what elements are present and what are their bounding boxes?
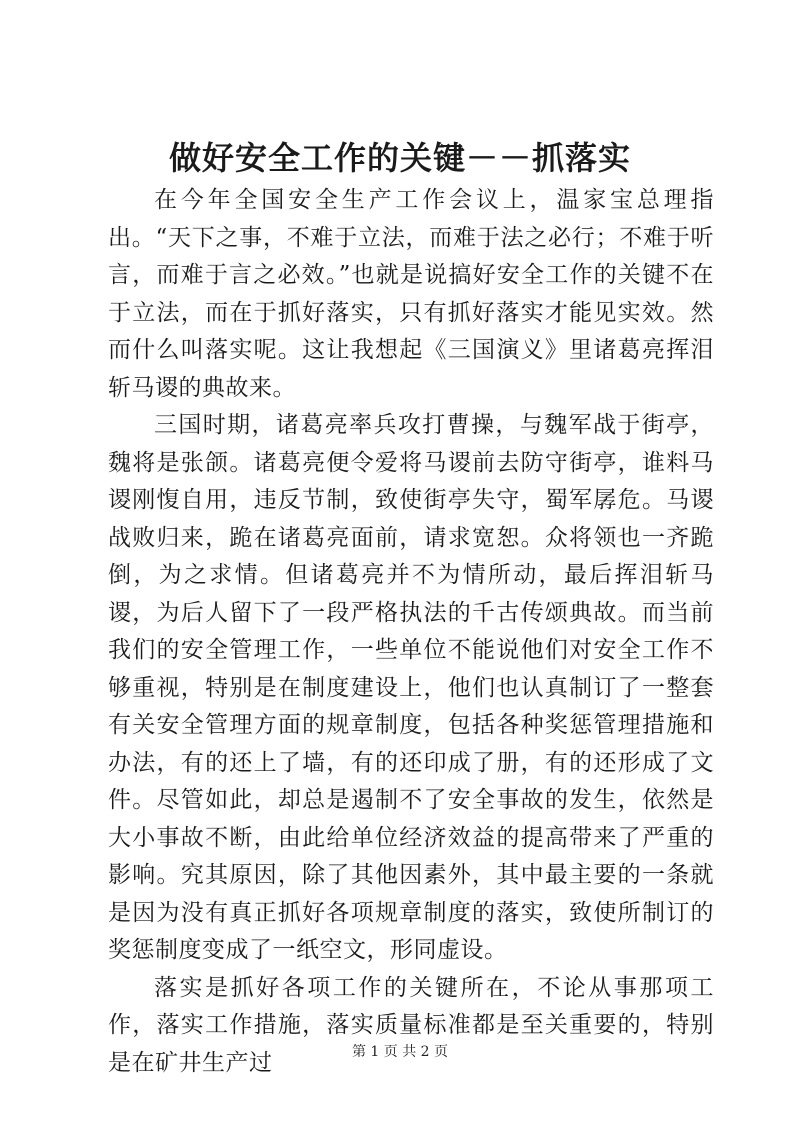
paragraph-2: 三国时期，诸葛亮率兵攻打曹操，与魏军战于街亭，魏将是张颌。诸葛亮便令爱将马谡前去防守街亭，谁料马谡刚愎自用，违反节制，致使街亭失守，蜀军孱危。马谡战败归来，跪在诸葛亮面前，请求宽恕。众将领也一齐跪倒，为之求情。但诸葛亮并不为情所动，最后挥泪斩马谡，为后人留下了一段严格执法的千古传颂典故。而当前我们的安全管理工作，一些单位不能说他们对安全工作不够重视，特别是在制度建设上，他们也认真制订了一整套有关安全管理方面的规章制度，包括各种奖惩管理措施和办法，有的还上了墙，有的还印成了册，有的还形成了文件。尽管如此，却总是遏制不了安全事故的发生，依然是大小事故不断，由此给单位经济效益的提高带来了严重的影响。究其原因，除了其他因素外，其中最主要的一条就是因为没有真正抓好各项规章制度的落实，致使所制订的奖惩制度变成了一纸空文，形同虚设。	[108, 412, 714, 963]
page-number-footer: 第 1 页 共 2 页	[351, 1044, 449, 1060]
paragraph-3: 落实是抓好各项工作的关键所在，不论从事那项工作，落实工作措施，落实质量标准都是至关重要的，特别是在矿井生产过	[108, 974, 714, 1076]
document-body	[108, 182, 714, 1082]
paragraph-1: 在今年全国安全生产工作会议上，温家宝总理指出。“天下之事，不难于立法，而难于法之必行；不难于听言，而难于言之必效。”也就是说搞好安全工作的关键不在于立法，而在于抓好落实，只有抓好落实才能见实效。然而什么叫落实呢。这让我想起《三国演义》里诸葛亮挥泪斩马谡的典故来。	[108, 187, 714, 401]
document-title: 做好安全工作的关键－－抓落实	[168, 139, 631, 177]
